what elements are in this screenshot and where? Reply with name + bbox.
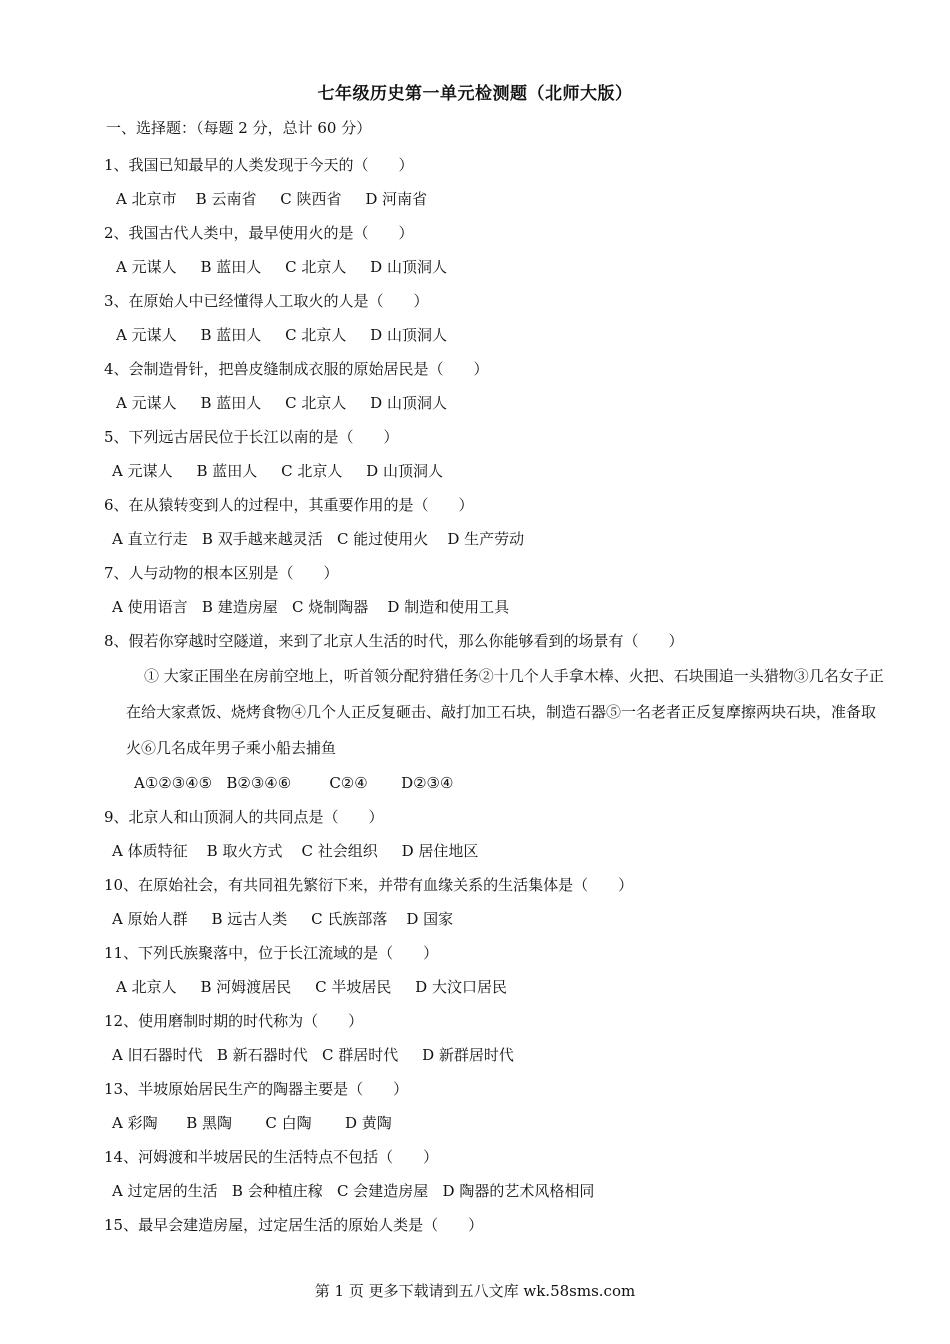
options-7: A 使用语言 B 建造房屋 C 烧制陶器 D 制造和使用工具 <box>112 598 510 616</box>
question-10: 10、在原始社会，有共同祖先繁衍下来，并带有血缘关系的生活集体是（ ） <box>104 876 634 894</box>
options-14: A 过定居的生活 B 会种植庄稼 C 会建造房屋 D 陶器的艺术风格相同 <box>112 1182 595 1200</box>
question-list <box>104 148 884 1242</box>
options-9: A 体质特征 B 取火方式 C 社会组织 D 居住地区 <box>112 842 479 860</box>
question-15: 15、最早会建造房屋，过定居生活的原始人类是（ ） <box>104 1216 484 1234</box>
question-1: 1、我国已知最早的人类发现于今天的（ ） <box>104 156 414 174</box>
options-11: A 北京人 B 河姆渡居民 C 半坡居民 D 大汶口居民 <box>116 978 507 996</box>
question-2: 2、我国古代人类中，最早使用火的是（ ） <box>104 224 414 242</box>
options-3: A 元谋人 B 蓝田人 C 北京人 D 山顶洞人 <box>116 326 447 344</box>
question-7: 7、人与动物的根本区别是（ ） <box>104 564 339 582</box>
options-1: A 北京市 B 云南省 C 陕西省 D 河南省 <box>116 190 428 208</box>
question-12: 12、使用磨制时期的时代称为（ ） <box>104 1012 364 1030</box>
options-2: A 元谋人 B 蓝田人 C 北京人 D 山顶洞人 <box>116 258 447 276</box>
question-14: 14、河姆渡和半坡居民的生活特点不包括（ ） <box>104 1148 439 1166</box>
question-11: 11、下列氏族聚落中，位于长江流域的是（ ） <box>104 944 439 962</box>
options-8: A①②③④⑤ B②③④⑥ C②④ D②③④ <box>134 774 454 792</box>
options-13: A 彩陶 B 黑陶 C 白陶 D 黄陶 <box>112 1114 392 1132</box>
question-3: 3、在原始人中已经懂得人工取火的人是（ ） <box>104 292 429 310</box>
page-title: 七年级历史第一单元检测题（北师大版） <box>317 84 633 104</box>
page-footer: 第 1 页 更多下载请到五八文库 wk.58sms.com <box>314 1282 636 1300</box>
options-12: A 旧石器时代 B 新石器时代 C 群居时代 D 新群居时代 <box>112 1046 514 1064</box>
options-4: A 元谋人 B 蓝田人 C 北京人 D 山顶洞人 <box>116 394 447 412</box>
question-6: 6、在从猿转变到人的过程中，其重要作用的是（ ） <box>104 496 474 514</box>
options-6: A 直立行走 B 双手越来越灵活 C 能过使用火 D 生产劳动 <box>112 530 525 548</box>
question-9: 9、北京人和山顶洞人的共同点是（ ） <box>104 808 384 826</box>
question-8: 8、假若你穿越时空隧道，来到了北京人生活的时代，那么你能够看到的场景有（ ） <box>104 632 684 650</box>
question-5: 5、下列远古居民位于长江以南的是（ ） <box>104 428 399 446</box>
question-4: 4、会制造骨针，把兽皮缝制成衣服的原始居民是（ ） <box>104 360 489 378</box>
question-13: 13、半坡原始居民生产的陶器主要是（ ） <box>104 1080 409 1098</box>
section-heading: 一、选择题：（每题 2 分，总计 60 分） <box>106 119 372 137</box>
question-8-scenario: ① 大家正围坐在房前空地上，听首领分配狩猎任务②十几个人手拿木棒、火把、石块围追一头猎物③几名女子正在给大家煮饭、烧烤食物④几个人正反复砸击、敲打加工石块，制造石器⑤一名老者正反复摩擦两块石块，准备取火⑥几名成年男子乘小船去捕鱼 <box>126 667 884 757</box>
options-10: A 原始人群 B 远古人类 C 氏族部落 D 国家 <box>112 910 454 928</box>
options-5: A 元谋人 B 蓝田人 C 北京人 D 山顶洞人 <box>112 462 443 480</box>
